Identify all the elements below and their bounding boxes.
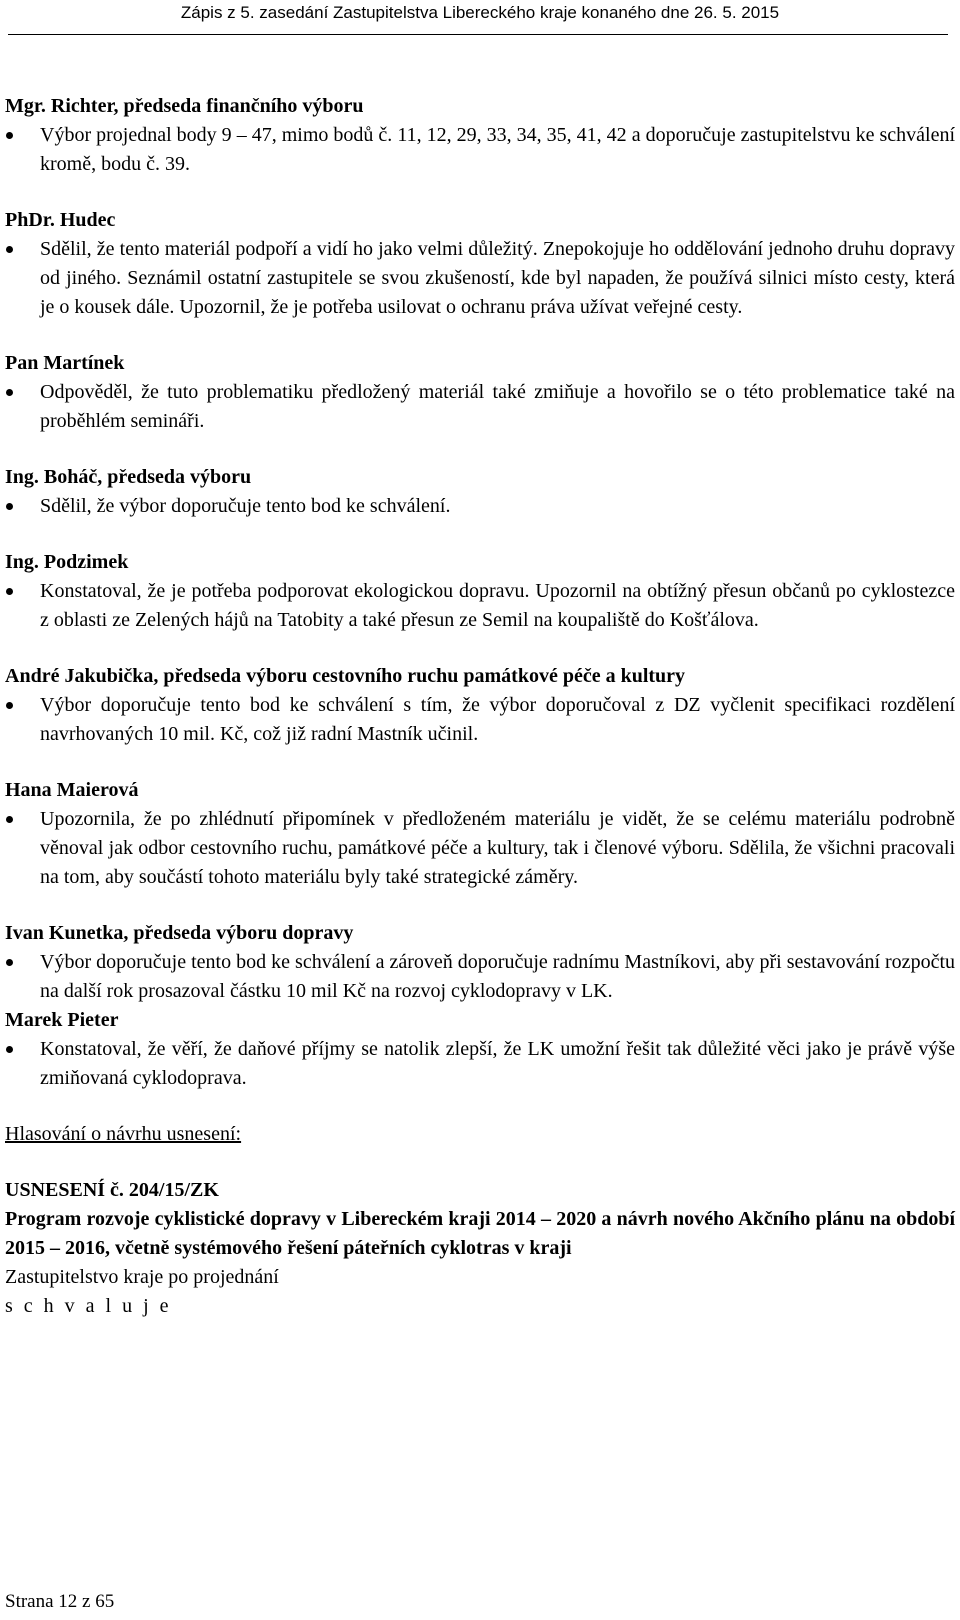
resolution-preamble: Zastupitelstvo kraje po projednání [5, 1266, 279, 1288]
speaker-section [5, 463, 955, 521]
page-number: Strana 12 z 65 [5, 1591, 115, 1612]
bullet-icon [6, 1046, 13, 1053]
bullet-icon [6, 959, 13, 966]
speaker-section [5, 662, 955, 749]
statement-text: Výbor doporučuje tento bod ke schválení a zároveň doporučuje radnímu Mastníkovi, aby při sestavování rozpočtu na další rok prosazoval částku 10 mil Kč na rozvoj cyklodopravy v LK. [40, 951, 955, 1002]
statement-text: Sdělil, že tento materiál podpoří a vidí ho jako velmi důležitý. Znepokojuje ho oddělování jednoho druhu dopravy od jiného. Seznámil ostatní zastupitele se svou zkušeností, kde byl napaden, že používá silnici místo cesty, která je o kousek dále. Upozornil, že je potřeba usilovat o ochranu práva užívat veřejné cesty. [40, 238, 955, 318]
document-body [5, 92, 955, 1321]
statement-item [5, 805, 955, 892]
statement-text: Sdělil, že výbor doporučuje tento bod ke schválení. [40, 495, 451, 517]
speaker-name: PhDr. Hudec [5, 209, 116, 231]
speaker-section [5, 349, 955, 436]
speaker-section [5, 92, 955, 179]
statement-text: Výbor projednal body 9 – 47, mimo bodů č. 11, 12, 29, 33, 34, 35, 41, 42 a doporučuje zastupitelstvu ke schválení kromě, bodu č. 39. [40, 124, 955, 175]
bullet-icon [6, 132, 13, 139]
statement-text: Konstatoval, že je potřeba podporovat ekologickou dopravu. Upozornil na obtížný přesun občanů po cyklostezce z oblasti ze Zelených hájů na Tatobity a také přesun ze Semil na koupaliště do Košťálova. [40, 580, 955, 631]
statement-item [5, 577, 955, 635]
statement-text: Výbor doporučuje tento bod ke schválení s tím, že výbor doporučoval z DZ vyčlenit specifikaci rozdělení navrhovaných 10 mil. Kč, což již radní Mastník učinil. [40, 694, 955, 745]
speaker-section [5, 548, 955, 635]
statement-item [5, 235, 955, 322]
bullet-icon [6, 246, 13, 253]
speaker-name: Mgr. Richter, předseda finančního výboru [5, 95, 364, 117]
bullet-icon [6, 503, 13, 510]
speaker-section [5, 919, 955, 1006]
speaker-section [5, 1006, 955, 1093]
resolution-number: USNESENÍ č. 204/15/ZK [5, 1179, 219, 1201]
statement-item [5, 492, 955, 521]
speaker-name: Ing. Boháč, předseda výboru [5, 466, 252, 488]
speaker-name: Pan Martínek [5, 352, 125, 374]
speaker-section [5, 206, 955, 322]
speaker-section [5, 776, 955, 892]
speaker-name: Ivan Kunetka, předseda výboru dopravy [5, 922, 354, 944]
speaker-name: Hana Maierová [5, 779, 139, 801]
header-divider [8, 34, 948, 35]
vote-heading: Hlasování o návrhu usnesení: [5, 1123, 242, 1145]
resolution-verdict: s c h v a l u j e [5, 1295, 172, 1317]
statement-item [5, 121, 955, 179]
speaker-name: Marek Pieter [5, 1009, 119, 1031]
statement-item [5, 691, 955, 749]
resolution-title: Program rozvoje cyklistické dopravy v Libereckém kraji 2014 – 2020 a návrh nového Akčního plánu na období 2015 – 2016, včetně systémového řešení páteřních cyklotras v kraji [5, 1208, 955, 1259]
statement-item [5, 378, 955, 436]
bullet-icon [6, 816, 13, 823]
statement-text: Upozornila, že po zhlédnutí připomínek v předloženém materiálu je vidět, že se celému materiálu podrobně věnoval jak odbor cestovního ruchu, památkové péče a kultury, tak i členové výboru. Sdělila, že všichni pracovali na tom, aby součástí tohoto materiálu byly také strategické záměry. [40, 808, 955, 888]
bullet-icon [6, 588, 13, 595]
document-header: Zápis z 5. zasedání Zastupitelstva Libereckého kraje konaného dne 26. 5. 2015 [180, 3, 780, 22]
statement-item [5, 1035, 955, 1093]
statement-item [5, 948, 955, 1006]
bullet-icon [6, 702, 13, 709]
speaker-name: André Jakubička, předseda výboru cestovního ruchu památkové péče a kultury [5, 665, 686, 687]
statement-text: Konstatoval, že věří, že daňové příjmy se natolik zlepší, že LK umožní řešit tak důležité věci jako je právě výše zmiňovaná cyklodoprava. [40, 1038, 955, 1089]
statement-text: Odpověděl, že tuto problematiku předložený materiál také zmiňuje a hovořilo se o této problematice také na proběhlém semináři. [40, 381, 955, 432]
bullet-icon [6, 389, 13, 396]
speaker-name: Ing. Podzimek [5, 551, 129, 573]
